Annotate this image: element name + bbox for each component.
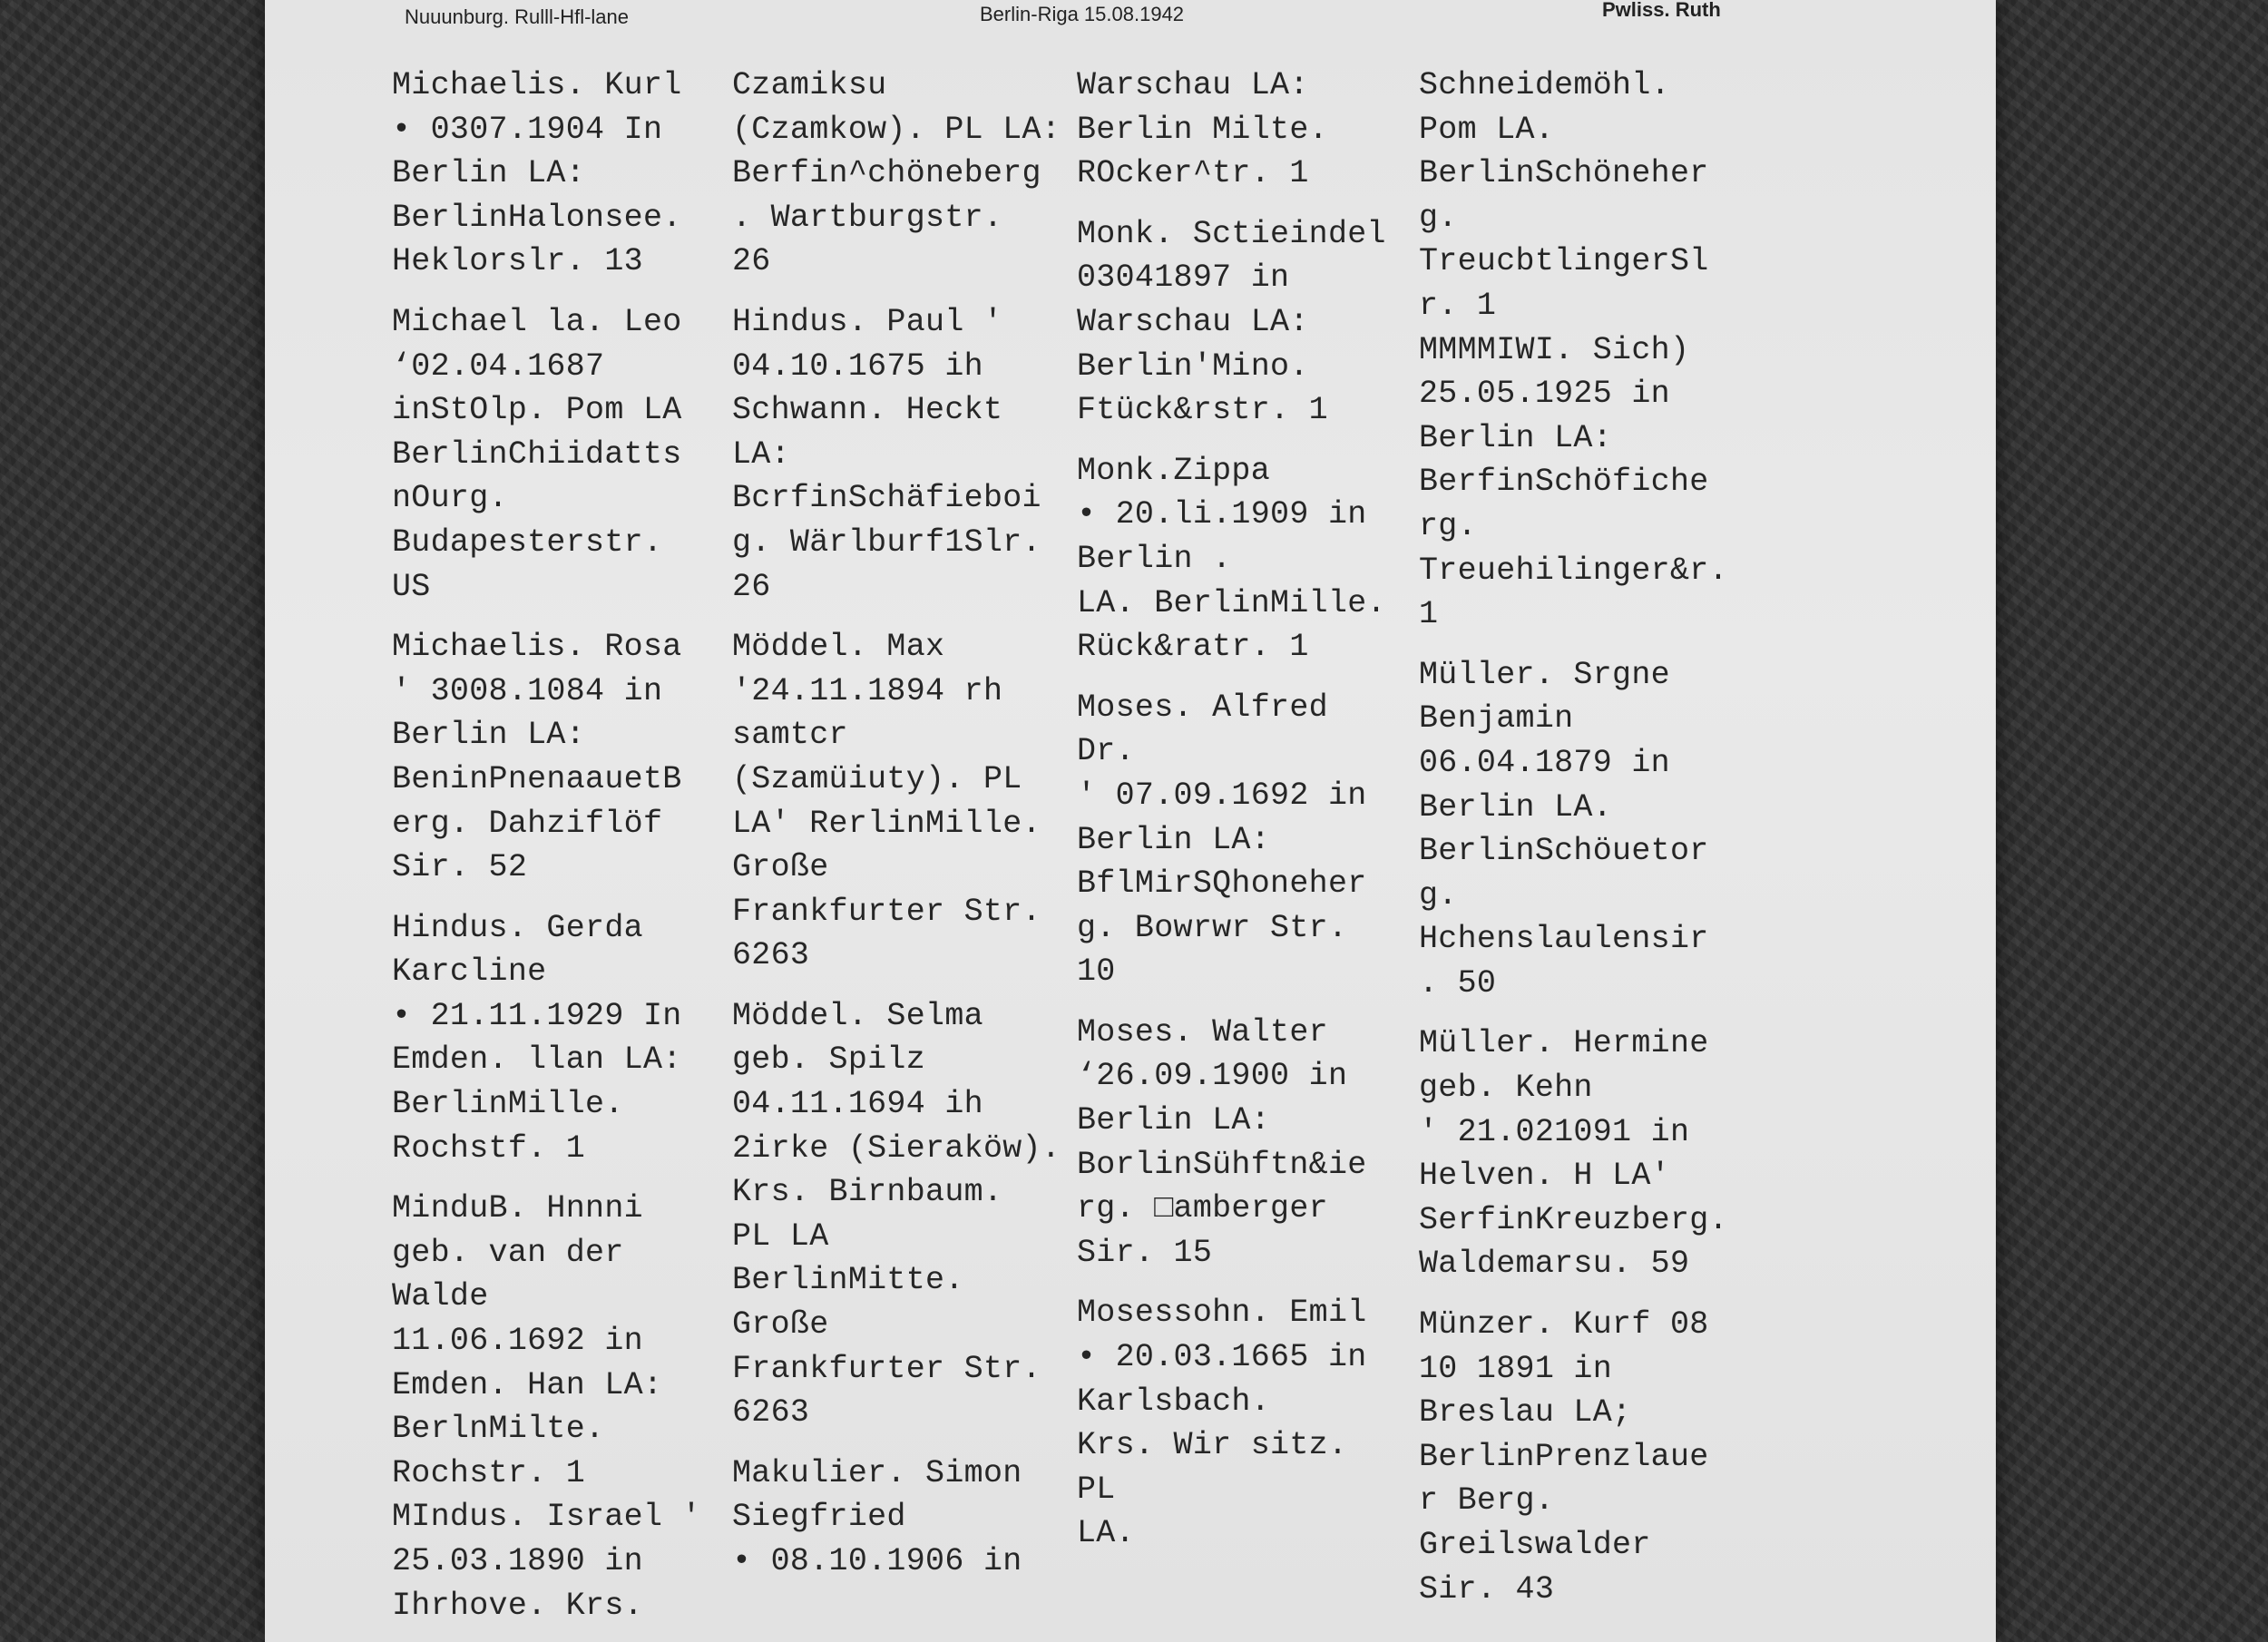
column-3 — [1077, 64, 1408, 1572]
record-line: Möddel. Selma — [732, 997, 983, 1034]
record-line: MinduB. Hnnni — [392, 1190, 643, 1227]
record-line: Benjamin — [1419, 700, 1574, 738]
record-line: (Szamüiuty). PL — [732, 760, 1022, 797]
record-line: Rück&ratr. 1 — [1077, 629, 1309, 666]
record-entry — [1077, 686, 1408, 994]
record-line: Warschau LA: — [1077, 67, 1309, 103]
record-line: Mosessohn. Emil — [1077, 1295, 1367, 1332]
record-line: 10 1891 in — [1419, 1350, 1613, 1387]
record-line: Berlin Milte. — [1077, 111, 1328, 148]
record-line: Moses. Alfred — [1077, 689, 1328, 726]
record-line: Treuehilinger&r. — [1419, 552, 1728, 589]
record-entry — [1419, 1021, 1745, 1286]
record-line: Breslau LA; — [1419, 1394, 1632, 1432]
record-entry — [392, 1187, 719, 1627]
record-line: . 50 — [1419, 964, 1497, 1002]
record-line: LA: — [732, 435, 790, 473]
record-line: Moses. Walter — [1077, 1013, 1328, 1051]
record-line: Möddel. Max — [732, 629, 945, 666]
record-line: 25.05.1925 in — [1419, 376, 1670, 413]
record-line: geb. Spilz — [732, 1041, 926, 1079]
record-line: Heklorslr. 13 — [392, 243, 643, 280]
record-line: 10 — [1077, 953, 1116, 991]
record-line: ' 21.021091 in — [1419, 1113, 1690, 1150]
record-line: • 21.11.1929 In — [392, 997, 682, 1034]
record-line: BeninPnenaauetB — [392, 760, 682, 797]
record-line: Emden. llan LA: — [392, 1041, 682, 1079]
record-line: Berlin LA. — [1419, 788, 1613, 826]
record-line: ROcker^tr. 1 — [1077, 155, 1309, 192]
record-line: BcrfinSchäfieboi — [732, 480, 1041, 517]
record-line: ‘02.04.1687 — [392, 347, 605, 385]
record-entry — [392, 64, 719, 284]
record-line: 1 — [1419, 596, 1439, 633]
record-line: 25.03.1890 in — [392, 1543, 643, 1579]
record-line: SerfinKreuzberg. — [1419, 1201, 1728, 1238]
record-line: Makulier. Simon — [732, 1454, 1022, 1491]
record-line: Emden. Han LA: — [392, 1366, 663, 1403]
record-line: . Wartburgstr. — [732, 199, 1003, 236]
record-line: Berlin LA: — [392, 155, 586, 192]
record-line: Helven. H LA' — [1419, 1158, 1670, 1195]
record-line: inStOlp. Pom LA — [392, 392, 682, 429]
record-line: Schneidemöhl. — [1419, 67, 1670, 103]
record-line: '24.11.1894 rh — [732, 672, 1003, 709]
record-line: BflMirSQhoneher — [1077, 865, 1367, 903]
record-line: Ihrhove. Krs. — [392, 1587, 643, 1624]
record-line: BerlinMille. — [392, 1086, 624, 1123]
record-line: 26 — [732, 568, 771, 605]
record-line: Berlin'Mino. — [1077, 347, 1309, 385]
record-entry — [732, 994, 1063, 1435]
record-line: Karcline — [392, 953, 547, 991]
record-line: TreucbtlingerSl — [1419, 243, 1709, 280]
record-line: Sir. 43 — [1419, 1570, 1555, 1608]
record-line: Berlin LA: — [1419, 419, 1613, 456]
record-line: Müller. Srgne — [1419, 656, 1670, 693]
record-line: Große — [732, 1306, 829, 1344]
record-line: Monk. Sctieindel — [1077, 215, 1386, 252]
record-line: rg. — [1419, 507, 1477, 544]
record-entry — [1077, 64, 1408, 196]
record-line: Hchenslaulensir — [1419, 921, 1709, 958]
record-entry — [732, 625, 1063, 978]
record-line: • 0307.1904 In — [392, 111, 663, 148]
record-entry — [1077, 449, 1408, 670]
record-line: geb. Kehn — [1419, 1070, 1593, 1107]
record-line: 26 — [732, 243, 771, 280]
record-line: Ftück&rstr. 1 — [1077, 392, 1328, 429]
record-line: Berlin . — [1077, 540, 1232, 577]
record-entry — [392, 300, 719, 609]
record-line: Frankfurter Str. — [732, 1350, 1041, 1387]
record-line: LA. — [1077, 1515, 1135, 1552]
record-line: • 20.li.1909 in — [1077, 496, 1367, 533]
record-line: Pom LA. — [1419, 111, 1555, 148]
record-line: Waldemarsu. 59 — [1419, 1246, 1690, 1283]
header-left-text: Nuuunburg. Rulll-Hfl-lane — [405, 5, 630, 28]
record-line: LA' RerlinMille. — [732, 805, 1041, 842]
record-line: Sir. 52 — [392, 849, 528, 886]
document-page — [265, 0, 1996, 1642]
record-line: r Berg. — [1419, 1482, 1555, 1520]
record-line: 2irke (Sieraköw). — [732, 1129, 1061, 1167]
page-header — [265, 0, 1996, 36]
record-line: Warschau LA: — [1077, 303, 1309, 340]
record-line: Hindus. Paul ' — [732, 303, 1003, 340]
record-line: BerlinSchöuetor — [1419, 833, 1709, 870]
record-line: BorlinSühftn&ie — [1077, 1146, 1367, 1183]
record-line: Hindus. Gerda — [392, 909, 643, 946]
record-line: Krs. Birnbaum. — [732, 1174, 1003, 1211]
record-entry — [1077, 1011, 1408, 1275]
record-line: BerlinChiidatts — [392, 435, 682, 473]
record-line: BerlinHalonsee. — [392, 199, 682, 236]
record-line: ‘26.09.1900 in — [1077, 1058, 1348, 1095]
record-line: Walde — [392, 1278, 489, 1315]
record-line: Berlin LA: — [392, 717, 586, 754]
record-line: Rochstf. 1 — [392, 1129, 586, 1167]
record-line: erg. Dahziflöf — [392, 805, 663, 842]
record-line: Michael la. Leo — [392, 303, 682, 340]
record-line: BerfinSchöfiche — [1419, 464, 1709, 501]
record-line: Krs. Wir sitz. — [1077, 1427, 1348, 1464]
record-line: LA. BerlinMille. — [1077, 584, 1386, 621]
record-line: 11.06.1692 in — [392, 1323, 643, 1360]
record-entry — [1419, 1303, 1745, 1611]
record-line: Schwann. Heckt — [732, 392, 1003, 429]
record-entry — [732, 1451, 1063, 1584]
record-line: Müller. Hermine — [1419, 1025, 1709, 1062]
record-line: 04.10.1675 ih — [732, 347, 983, 385]
record-line: rg. □amberger — [1077, 1190, 1328, 1227]
record-entry — [1419, 653, 1745, 1006]
record-entry — [1077, 1291, 1408, 1556]
record-line: • 20.03.1665 in — [1077, 1339, 1367, 1376]
record-line: Frankfurter Str. — [732, 893, 1041, 930]
record-line: Michaelis. Kurl — [392, 67, 682, 103]
record-line: r. 1 — [1419, 287, 1497, 324]
record-line: Große — [732, 849, 829, 886]
record-line: MIndus. Israel ' — [392, 1499, 701, 1536]
record-line: US — [392, 568, 431, 605]
record-line: (Czamkow). PL LA: — [732, 111, 1061, 148]
record-line: 6263 — [732, 1394, 810, 1432]
record-line: Monk.Zippa — [1077, 452, 1271, 489]
record-line: ' 07.09.1692 in — [1077, 777, 1367, 814]
record-entry — [1419, 64, 1745, 637]
record-line: Budapesterstr. — [392, 523, 663, 561]
record-line: geb. van der — [392, 1234, 624, 1271]
record-line: Berfin^chöneberg — [732, 155, 1041, 192]
record-line: PL — [1077, 1471, 1116, 1508]
record-line: BerlinSchöneher — [1419, 155, 1709, 192]
column-4 — [1419, 64, 1745, 1627]
record-entry — [392, 625, 719, 890]
record-entry — [1077, 212, 1408, 433]
column-1 — [392, 64, 719, 1642]
record-line: g. Bowrwr Str. — [1077, 909, 1348, 946]
record-line: Siegfried — [732, 1499, 906, 1536]
record-line: nOurg. — [392, 480, 508, 517]
record-entry — [732, 300, 1063, 609]
record-line: Sir. 15 — [1077, 1234, 1213, 1271]
record-line: Michaelis. Rosa — [392, 629, 682, 666]
record-line: Berlin LA: — [1077, 1102, 1271, 1139]
record-line: PL LA — [732, 1217, 829, 1255]
record-line: samtcr — [732, 717, 848, 754]
record-line: Münzer. Kurf 08 — [1419, 1306, 1709, 1344]
record-line: Greilswalder — [1419, 1527, 1651, 1563]
record-line: g. — [1419, 199, 1458, 236]
record-line: 06.04.1879 in — [1419, 744, 1670, 781]
record-line: • 08.10.1906 in — [732, 1543, 1022, 1579]
record-line: MMMMIWI. Sich) — [1419, 331, 1690, 368]
record-line: BerlinPrenzlaue — [1419, 1438, 1709, 1475]
header-center-text: Berlin-Riga 15.08.1942 — [980, 3, 1185, 25]
record-line: 04.11.1694 ih — [732, 1086, 983, 1123]
record-line: g. Wärlburf1Slr. — [732, 523, 1041, 561]
header-right-text: Pwliss. Ruth — [1602, 0, 1721, 21]
record-entry — [732, 64, 1063, 284]
record-entry — [392, 906, 719, 1171]
record-line: 6263 — [732, 937, 810, 974]
record-line: BerlnMilte. — [392, 1411, 605, 1448]
record-line: BerlinMitte. — [732, 1262, 964, 1299]
column-2 — [732, 64, 1063, 1600]
record-line: 03041897 in — [1077, 259, 1290, 297]
record-line: Karlsbach. — [1077, 1383, 1271, 1420]
record-line: Berlin LA: — [1077, 821, 1271, 858]
record-line: Dr. — [1077, 733, 1135, 770]
record-line: ' 3008.1084 in — [392, 672, 663, 709]
record-line: Rochstr. 1 — [392, 1454, 586, 1491]
record-line: g. — [1419, 876, 1458, 914]
record-line: Czamiksu — [732, 67, 887, 103]
